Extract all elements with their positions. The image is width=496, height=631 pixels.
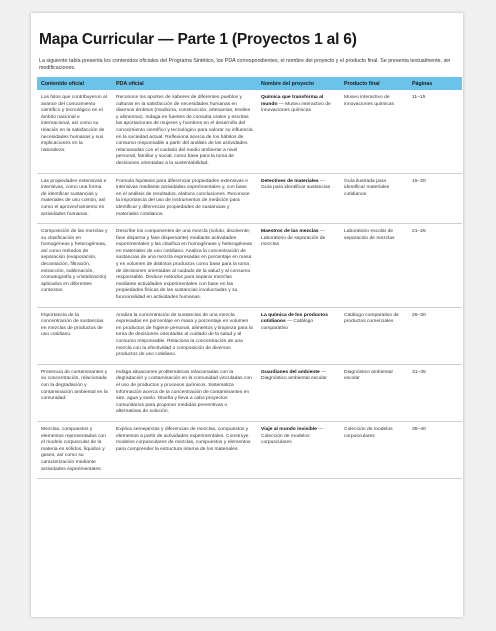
project-name: Maestros de las mezclas (261, 229, 319, 235)
curriculum-table (37, 77, 462, 479)
project-detail: — Diagnóstico ambiental escolar (261, 369, 327, 382)
cell-proyecto (257, 421, 340, 478)
cell-paginas: 21–25 (408, 224, 462, 308)
header-contenido: Contenido oficial (37, 77, 112, 90)
cell-pda: Reconoce los aportes de saberes de diferentes pueblos y culturas en la satisfacción de necesidades humanas en diversos ámbitos (medicina, construcción, artesanías, textiles y alimentos). Indaga en fuentes de consulta orales y escritas las aportaciones de mujeres y hombres en el desarrollo del conocimiento científico y tecnológico para valorar su influencia en la sociedad actual. Reflexiona acerca de los hábitos de consumo responsable a partir del análisis de las actividades relacionadas con el cuidado del medio ambiente a nivel personal, familiar y social, como base para la toma de decisiones orientadas a la sustentabilidad. (112, 90, 257, 173)
project-name: Química que transforma al mundo (261, 95, 324, 107)
header-proyecto: Nombre del proyecto (257, 77, 340, 90)
page-title: Mapa Curricular — Parte 1 (Proyectos 1 al 6) (39, 31, 357, 48)
cell-producto: Catálogo comparativo de productos comerciales (340, 307, 408, 364)
cell-contenido: Los hitos que contribuyeron al avance del conocimiento científico y tecnológico en el ámbito nacional e internacional, así como su relación en la satisfacción de necesidades humanas y sus implicaciones en la naturaleza. (37, 90, 112, 173)
cell-proyecto (257, 364, 340, 421)
cell-paginas: 31–35 (408, 364, 462, 421)
cell-proyecto (257, 173, 340, 224)
cell-paginas: 26–30 (408, 307, 462, 364)
table-row (37, 224, 462, 308)
table-row (37, 307, 462, 364)
cell-pda: Explica semejanzas y diferencias de mezclas, compuestos y elementos a partir de actividades experimentales. Construye modelos corpusculares de mezclas, compuestos y elementos para comprender la estructura interna de los materiales. (112, 421, 257, 478)
cell-proyecto (257, 224, 340, 308)
header-pda: PDA oficial (112, 77, 257, 90)
project-name: Guardianes del ambiente (261, 369, 320, 375)
table-row (37, 364, 462, 421)
header-paginas: Páginas (408, 77, 462, 90)
cell-contenido: Importancia de la concentración de sustancias en mezclas de productos de uso cotidiano. (37, 307, 112, 364)
table-header-row (37, 77, 462, 90)
cell-contenido: Las propiedades extensivas e intensivas, como una forma de identificar sustancias y materiales de uso común, así como el aprovechamiento en actividades humanas. (37, 173, 112, 224)
header-producto: Producto final (340, 77, 408, 90)
cell-paginas: 36–40 (408, 421, 462, 478)
project-detail: — Colección de modelos corpusculares (261, 426, 324, 446)
project-name: Detectives de materiales (261, 178, 319, 184)
cell-contenido: Composición de las mezclas y su clasificación en homogéneas y heterogéneas, así como métodos de separación (evaporación, decantación, filtración, extracción, sublimación, cromatografía y cristalización) aplicados en diferentes contextos. (37, 224, 112, 308)
table-row (37, 421, 462, 478)
cell-producto: Laboratorio escolar de separación de mezclas (340, 224, 408, 308)
cell-paginas: 16–20 (408, 173, 462, 224)
project-detail: — Catálogo comparativo (261, 319, 314, 331)
cell-proyecto (257, 90, 340, 173)
cell-contenido: Mezclas, compuestos y elementos representados con el modelo corpuscular de la materia en sólidos, líquidos y gases, así como su caracterización mediante actividades experimentales. (37, 421, 112, 478)
cell-paginas: 11–15 (408, 90, 462, 173)
document-page (31, 13, 463, 617)
table-row (37, 90, 462, 173)
project-detail: — Guía para identificar sustancias (261, 178, 331, 191)
cell-proyecto (257, 307, 340, 364)
project-name: La química de los productos cotidianos (261, 312, 328, 325)
intro-paragraph: La siguiente tabla presenta los contenidos oficiales del Programa Sintético, los PDA correspondientes, el nombre del proyecto y el producto final. Se presenta textualmente, sin modificaciones. (39, 58, 451, 72)
project-detail: — Laboratorio de separación de mezclas (261, 229, 326, 248)
project-name: Viaje al mundo invisible (261, 426, 317, 432)
cell-pda: Describe los componentes de una mezcla (soluto, disolvente; fase dispersa y fase dispersante) mediante actividades experimentales y las clasifica en homogéneas y heterogéneas en materiales de uso cotidiano. Analiza la concentración de sustancias de una mezcla expresadas en porcentaje en masa y en volumen de distintos productos como base para la toma de decisiones orientadas al cuidado de la salud y al consumo responsable. Deduce métodos para separar mezclas mediante actividades experimentales con base en las propiedades físicas de las sustancias involucradas y su funcionalidad en actividades humanas. (112, 224, 257, 308)
project-detail: — Museo interactivo de innovaciones químicas (261, 101, 331, 114)
cell-pda: Formula hipótesis para diferenciar propiedades extensivas e intensivas mediante actividades experimentales y, con base en el análisis de resultados, elabora conclusiones. Reconoce la importancia del uso de instrumentos de medición para identificar y diferenciar propiedades de sustancias y materiales cotidianos. (112, 173, 257, 224)
cell-contenido: Presencia de contaminantes y su concentración, relacionada con la degradación y contaminación ambiental en la comunidad. (37, 364, 112, 421)
table-row (37, 173, 462, 224)
cell-producto: Diagnóstico ambiental escolar (340, 364, 408, 421)
cell-pda: Analiza la concentración de sustancias de una mezcla expresadas en porcentaje en masa y porcentaje en volumen en productos de higiene personal, alimentos y limpieza para la toma de decisiones orientadas al cuidado de la salud y al consumo responsable. Relaciona la concentración de una mezcla con la efectividad o composición de diversos productos de uso cotidiano. (112, 307, 257, 364)
cell-pda: Indaga situaciones problemáticas relacionadas con la degradación y contaminación en la comunidad vinculadas con el uso de productos y procesos químicos. Sistematiza información acerca de la concentración de contaminantes en aire, agua y suelo. Diseña y lleva a cabo proyectos comunitarios para proponer medidas preventivas o alternativas de solución. (112, 364, 257, 421)
cell-producto: Guía ilustrada para identificar materiales cotidianos (340, 173, 408, 224)
cell-producto: Colección de modelos corpusculares (340, 421, 408, 478)
cell-producto: Museo interactivo de innovaciones químicas (340, 90, 408, 173)
